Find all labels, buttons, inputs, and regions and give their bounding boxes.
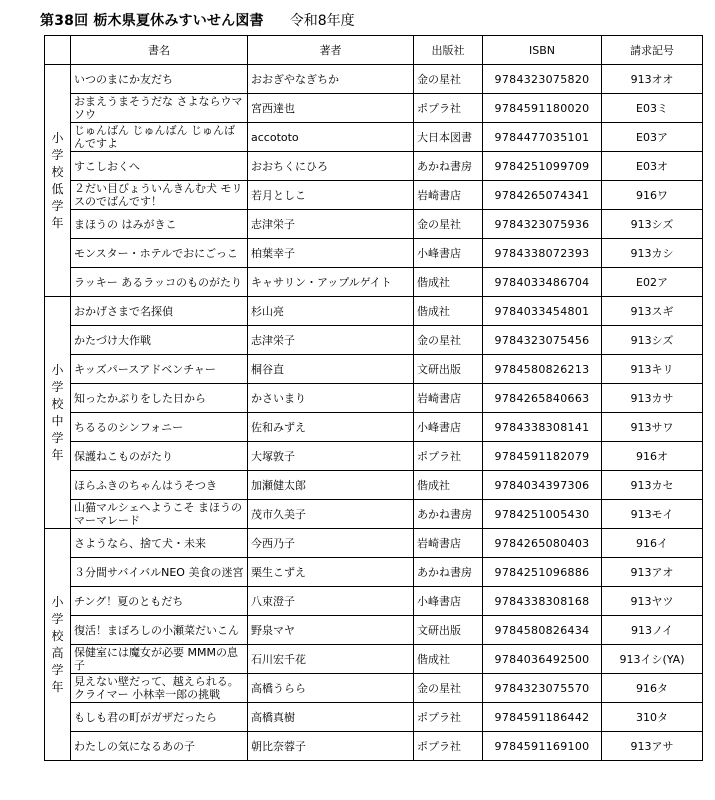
isbn-cell: 9784265080403 xyxy=(483,529,602,558)
publisher-cell: 小峰書店 xyxy=(414,239,483,268)
table-row xyxy=(45,326,703,355)
author-cell: 八束澄子 xyxy=(248,587,414,616)
table-row xyxy=(45,384,703,413)
table-row xyxy=(45,65,703,94)
book-list-table xyxy=(44,35,703,761)
isbn-cell: 9784591169100 xyxy=(483,732,602,761)
isbn-cell: 9784591180020 xyxy=(483,94,602,123)
table-row xyxy=(45,297,703,326)
author-cell: 桐谷直 xyxy=(248,355,414,384)
publisher-cell: 偕成社 xyxy=(414,297,483,326)
publisher-cell: 偕成社 xyxy=(414,645,483,674)
publisher-cell: 金の星社 xyxy=(414,210,483,239)
author-cell: 宮西達也 xyxy=(248,94,414,123)
author-cell: 野泉マヤ xyxy=(248,616,414,645)
page-title: 第38回 栃木県夏休みすいせん図書 xyxy=(40,13,264,29)
publisher-cell: 偕成社 xyxy=(414,471,483,500)
table-row xyxy=(45,529,703,558)
table-row xyxy=(45,94,703,123)
author-cell: 柏葉幸子 xyxy=(248,239,414,268)
publisher-cell: 金の星社 xyxy=(414,326,483,355)
header-call-number: 請求記号 xyxy=(602,36,703,65)
call-number-cell: 913シズ xyxy=(602,210,703,239)
call-number-cell: 913アサ xyxy=(602,732,703,761)
isbn-cell: 9784580826434 xyxy=(483,616,602,645)
table-row xyxy=(45,239,703,268)
table-row xyxy=(45,616,703,645)
author-cell: かさいまり xyxy=(248,384,414,413)
author-cell: 栗生こずえ xyxy=(248,558,414,587)
publisher-cell: あかね書房 xyxy=(414,500,483,529)
author-cell: 志津栄子 xyxy=(248,210,414,239)
call-number-cell: E03ア xyxy=(602,123,703,152)
publisher-cell: あかね書房 xyxy=(414,558,483,587)
isbn-cell: 9784034397306 xyxy=(483,471,602,500)
table-row xyxy=(45,674,703,703)
book-title-cell: わたしの気になるあの子 xyxy=(71,732,248,761)
book-title-cell: 知ったかぶりをした日から xyxy=(71,384,248,413)
grade-group-label xyxy=(45,297,71,529)
page-header xyxy=(40,8,355,32)
book-title-cell: ２だい目びょういんきんむ犬 モリスのでばんです！ xyxy=(71,181,248,210)
publisher-cell: 岩崎書店 xyxy=(414,181,483,210)
call-number-cell: 913ヤツ xyxy=(602,587,703,616)
book-title-cell: さようなら、捨て犬・未来 xyxy=(71,529,248,558)
book-title-cell: 見えない壁だって、越えられる。クライマー 小林幸一郎の挑戦 xyxy=(71,674,248,703)
author-cell: 加瀬健太郎 xyxy=(248,471,414,500)
author-cell: accototo xyxy=(248,123,414,152)
grade-group-text: 小学校高学年 xyxy=(51,594,64,694)
isbn-cell: 9784338308168 xyxy=(483,587,602,616)
call-number-cell: 310タ xyxy=(602,703,703,732)
publisher-cell: 岩崎書店 xyxy=(414,384,483,413)
header-isbn: ISBN xyxy=(483,36,602,65)
author-cell: キャサリン・アップルゲイト xyxy=(248,268,414,297)
fiscal-year: 令和8年度 xyxy=(289,13,355,29)
publisher-cell: ポプラ社 xyxy=(414,732,483,761)
author-cell: 高橋真樹 xyxy=(248,703,414,732)
isbn-cell: 9784477035101 xyxy=(483,123,602,152)
book-title-cell: 復活！まぼろしの小瀬菜だいこん xyxy=(71,616,248,645)
isbn-cell: 9784323075570 xyxy=(483,674,602,703)
grade-group-text: 小学校低学年 xyxy=(51,130,64,230)
author-cell: 今西乃子 xyxy=(248,529,414,558)
call-number-cell: 916イ xyxy=(602,529,703,558)
table-row xyxy=(45,123,703,152)
isbn-cell: 9784033486704 xyxy=(483,268,602,297)
author-cell: おおぎやなぎちか xyxy=(248,65,414,94)
book-title-cell: まほうの はみがきこ xyxy=(71,210,248,239)
author-cell: おおちくにひろ xyxy=(248,152,414,181)
book-title-cell: おかげさまで名探偵 xyxy=(71,297,248,326)
isbn-cell: 9784323075936 xyxy=(483,210,602,239)
isbn-cell: 9784591182079 xyxy=(483,442,602,471)
call-number-cell: 916オ xyxy=(602,442,703,471)
call-number-cell: 913カサ xyxy=(602,384,703,413)
call-number-cell: 916ワ xyxy=(602,181,703,210)
isbn-cell: 9784033454801 xyxy=(483,297,602,326)
table-row xyxy=(45,413,703,442)
publisher-cell: ポプラ社 xyxy=(414,703,483,732)
header-group xyxy=(45,36,71,65)
author-cell: 佐和みずえ xyxy=(248,413,414,442)
publisher-cell: 小峰書店 xyxy=(414,413,483,442)
book-title-cell: 保健室には魔女が必要 MMMの息子 xyxy=(71,645,248,674)
call-number-cell: 913キリ xyxy=(602,355,703,384)
book-title-cell: かたづけ大作戦 xyxy=(71,326,248,355)
table-row xyxy=(45,471,703,500)
author-cell: 石川宏千花 xyxy=(248,645,414,674)
isbn-cell: 9784265840663 xyxy=(483,384,602,413)
isbn-cell: 9784251005430 xyxy=(483,500,602,529)
publisher-cell: 小峰書店 xyxy=(414,587,483,616)
header-author: 著者 xyxy=(248,36,414,65)
book-title-cell: じゅんばん じゅんばん じゅんばんですよ xyxy=(71,123,248,152)
grade-group-label xyxy=(45,529,71,761)
publisher-cell: 文研出版 xyxy=(414,616,483,645)
call-number-cell: 913ノイ xyxy=(602,616,703,645)
call-number-cell: 913カシ xyxy=(602,239,703,268)
call-number-cell: 913オオ xyxy=(602,65,703,94)
publisher-cell: 岩崎書店 xyxy=(414,529,483,558)
book-list-body xyxy=(45,65,703,761)
author-cell: 若月としこ xyxy=(248,181,414,210)
publisher-cell: 文研出版 xyxy=(414,355,483,384)
table-row xyxy=(45,558,703,587)
isbn-cell: 9784251099709 xyxy=(483,152,602,181)
call-number-cell: E02ア xyxy=(602,268,703,297)
table-row xyxy=(45,181,703,210)
header-row xyxy=(45,36,703,65)
publisher-cell: あかね書房 xyxy=(414,152,483,181)
isbn-cell: 9784591186442 xyxy=(483,703,602,732)
book-title-cell: もしも君の町がガザだったら xyxy=(71,703,248,732)
book-title-cell: すこしおくへ xyxy=(71,152,248,181)
call-number-cell: E03オ xyxy=(602,152,703,181)
author-cell: 朝比奈蓉子 xyxy=(248,732,414,761)
table-row xyxy=(45,500,703,529)
call-number-cell: 913モイ xyxy=(602,500,703,529)
grade-group-label xyxy=(45,65,71,297)
call-number-cell: 913カセ xyxy=(602,471,703,500)
book-title-cell: ３分間サバイバルNEO 美食の迷宮 xyxy=(71,558,248,587)
book-title-cell: おまえうまそうだな さよならウマソウ xyxy=(71,94,248,123)
book-title-cell: 保護ねこものがたり xyxy=(71,442,248,471)
call-number-cell: 913スギ xyxy=(602,297,703,326)
header-title: 書名 xyxy=(71,36,248,65)
call-number-cell: 913シズ xyxy=(602,326,703,355)
header-publisher: 出版社 xyxy=(414,36,483,65)
book-title-cell: チング！夏のともだち xyxy=(71,587,248,616)
publisher-cell: 大日本図書 xyxy=(414,123,483,152)
call-number-cell: 913アオ xyxy=(602,558,703,587)
isbn-cell: 9784323075820 xyxy=(483,65,602,94)
book-title-cell: キッズパースアドベンチャー xyxy=(71,355,248,384)
author-cell: 大塚敦子 xyxy=(248,442,414,471)
book-title-cell: ほらふきのちゃんはうそつき xyxy=(71,471,248,500)
isbn-cell: 9784265074341 xyxy=(483,181,602,210)
call-number-cell: E03ミ xyxy=(602,94,703,123)
grade-group-text: 小学校中学年 xyxy=(51,362,64,462)
table-row xyxy=(45,587,703,616)
table-row xyxy=(45,355,703,384)
call-number-cell: 916タ xyxy=(602,674,703,703)
call-number-cell: 913サワ xyxy=(602,413,703,442)
book-title-cell: ちるるのシンフォニー xyxy=(71,413,248,442)
table-row xyxy=(45,268,703,297)
book-title-cell: 山猫マルシェへようこそ まほうのマーマレード xyxy=(71,500,248,529)
table-row xyxy=(45,703,703,732)
publisher-cell: ポプラ社 xyxy=(414,442,483,471)
publisher-cell: 偕成社 xyxy=(414,268,483,297)
book-title-cell: モンスター・ホテルでおにごっこ xyxy=(71,239,248,268)
table-row xyxy=(45,442,703,471)
author-cell: 志津栄子 xyxy=(248,326,414,355)
table-row xyxy=(45,732,703,761)
author-cell: 茂市久美子 xyxy=(248,500,414,529)
book-title-cell: ラッキー あるラッコのものがたり xyxy=(71,268,248,297)
isbn-cell: 9784251096886 xyxy=(483,558,602,587)
author-cell: 杉山亮 xyxy=(248,297,414,326)
publisher-cell: ポプラ社 xyxy=(414,94,483,123)
isbn-cell: 9784580826213 xyxy=(483,355,602,384)
publisher-cell: 金の星社 xyxy=(414,65,483,94)
isbn-cell: 9784036492500 xyxy=(483,645,602,674)
call-number-cell: 913イシ(YA) xyxy=(602,645,703,674)
author-cell: 高橋うらら xyxy=(248,674,414,703)
table-row xyxy=(45,210,703,239)
isbn-cell: 9784338308141 xyxy=(483,413,602,442)
table-row xyxy=(45,152,703,181)
book-title-cell: いつのまにか友だち xyxy=(71,65,248,94)
isbn-cell: 9784323075456 xyxy=(483,326,602,355)
isbn-cell: 9784338072393 xyxy=(483,239,602,268)
table-row xyxy=(45,645,703,674)
publisher-cell: 金の星社 xyxy=(414,674,483,703)
